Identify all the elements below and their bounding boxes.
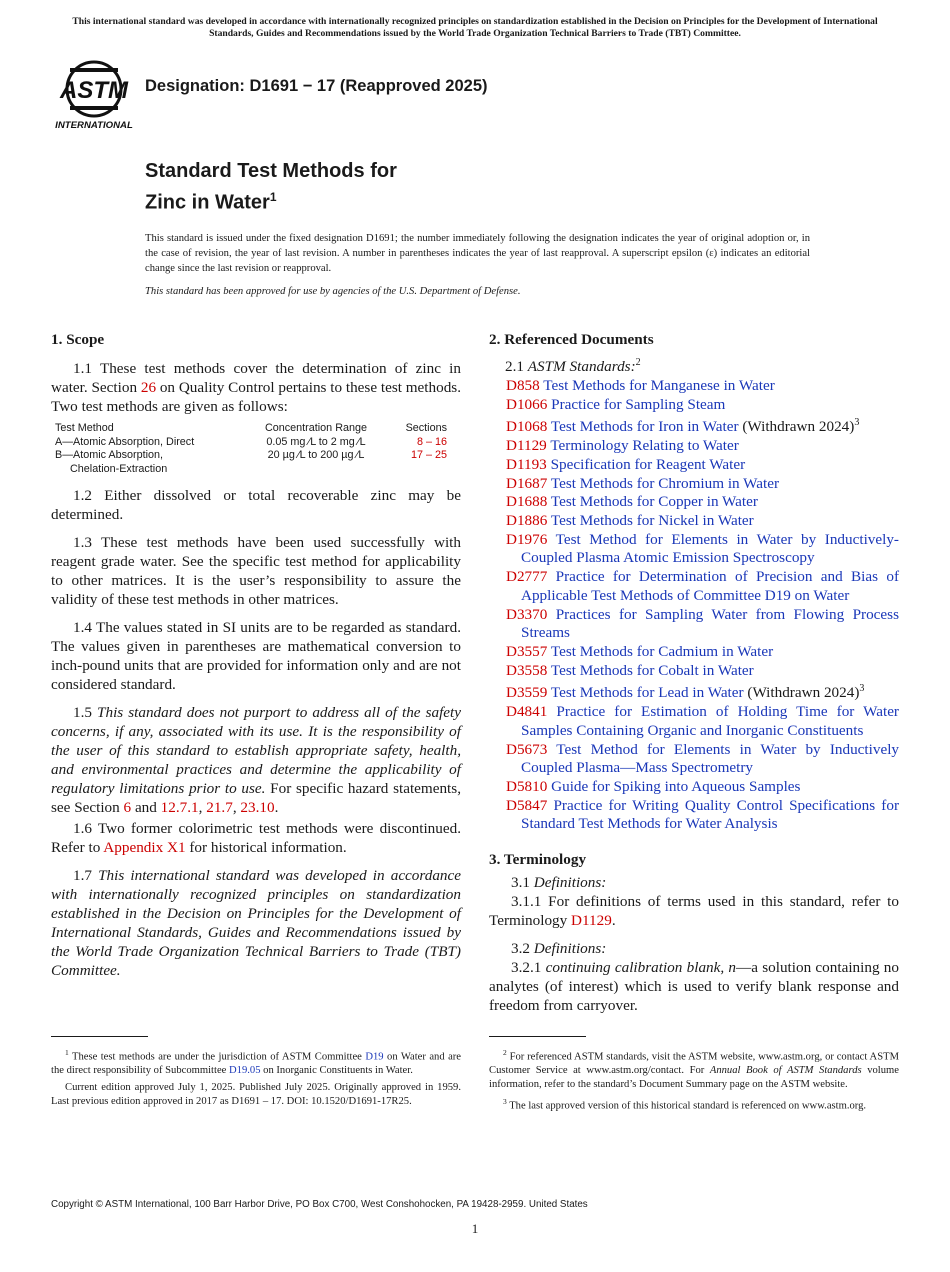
section-23-10-link[interactable]: 23.10 bbox=[240, 799, 275, 816]
reference-title-link[interactable]: Test Methods for Cobalt in Water bbox=[550, 661, 754, 679]
reference-code-link[interactable]: D858 bbox=[506, 377, 540, 395]
reference-title-link[interactable]: Test Methods for Lead in Water bbox=[550, 684, 744, 702]
reference-code-link[interactable]: D3558 bbox=[506, 661, 548, 679]
footnote-1: $^1$ These test methods are under the jurisdiction of ASTM Committee D19 on Water and are the direct responsibility of Subcommittee D19.05 on Inorganic Constituents in Water. bbox=[51, 1048, 461, 1077]
table-cell: 0.05 mg ⁄L to 2 mg ⁄L bbox=[266, 435, 366, 448]
title-line-1: Standard Test Methods for bbox=[145, 160, 397, 182]
reference-title-link[interactable]: Specification for Reagent Water bbox=[550, 455, 746, 473]
reference-code-link[interactable]: D5673 bbox=[506, 740, 548, 758]
para-1-6: 1.6 Two former colorimetric test methods were discontinued. Refer to Appendix X1 for historical information. bbox=[51, 820, 461, 856]
reference-code-link[interactable]: D3559 bbox=[506, 684, 548, 702]
subcommittee-d19-05-link[interactable]: D19.05 bbox=[229, 1065, 261, 1077]
reference-item bbox=[489, 512, 899, 531]
reference-title-link[interactable]: Test Methods for Chromium in Water bbox=[550, 474, 780, 492]
footnotes-left bbox=[51, 1046, 461, 1112]
astm-logo-icon bbox=[54, 56, 134, 132]
table-header: Concentration Range bbox=[264, 422, 368, 434]
para-1-7: 1.7 This international standard was developed in accordance with internationally recognized principles on standardization established in the Decision on Principles for the Development of International Standards, Guides and Recommendations issued by the World Trade Organization Technical Barriers to Trade (TBT) Committee. bbox=[51, 867, 462, 979]
table-row bbox=[51, 436, 461, 450]
reference-withdrawn-note: (Withdrawn 2024) bbox=[743, 684, 860, 702]
section-21-7-link[interactable]: 21.7 bbox=[206, 799, 233, 816]
designation: Designation: D1691 − 17 (Reapproved 2025) bbox=[145, 77, 488, 95]
footnote-rule-left bbox=[51, 1036, 148, 1037]
copyright: Copyright © ASTM International, 100 Barr Harbor Drive, PO Box C700, West Conshohocken, PA 19428-2959. United States bbox=[51, 1199, 588, 1210]
left-column bbox=[51, 330, 461, 989]
footnote-1-edition: Current edition approved July 1, 2025. Published July 2025. Originally approved in 1959. Last previous edition approved in 2017 as D1691 – 17. DOI: 10.1520/D1691-17R25. bbox=[51, 1082, 461, 1107]
reference-code-link[interactable]: D4841 bbox=[506, 703, 548, 721]
reference-title-link[interactable]: Terminology Relating to Water bbox=[550, 437, 739, 455]
reference-title-link[interactable]: Test Method for Elements in Water by Inductively-Coupled Plasma Atomic Emission Spectroscopy bbox=[521, 530, 899, 567]
table-cell: 20 µg ⁄L to 200 µg ⁄L bbox=[267, 449, 365, 461]
sections-8-16-link[interactable]: 8 – 16 bbox=[416, 435, 447, 448]
reference-withdrawn-note: (Withdrawn 2024) bbox=[738, 418, 855, 436]
title-line-2: Zinc in Water$^1$ bbox=[145, 190, 277, 214]
reference-title-link[interactable]: Test Methods for Cadmium in Water bbox=[550, 642, 774, 660]
reference-item bbox=[489, 680, 899, 703]
reference-title-link[interactable]: Test Methods for Manganese in Water bbox=[543, 377, 775, 395]
page-number: 1 bbox=[471, 1221, 479, 1236]
reference-title-link[interactable]: Practice for Determination of Precision and Bias of Applicable Test Methods of Committee D19 on Water bbox=[521, 568, 900, 604]
approved-note: This standard has been approved for use by agencies of the U.S. Department of Defense. bbox=[145, 286, 521, 297]
reference-item bbox=[489, 643, 899, 662]
para-3-2-1: 3.2.1 continuing calibration blank, n—a solution containing no analytes (of interest) which is used to verify blank response and freedom from carryover. bbox=[489, 959, 899, 1015]
footnotes-right bbox=[489, 1046, 899, 1116]
table-row bbox=[51, 449, 461, 476]
issued-note: This standard is issued under the fixed designation D1691; the number immediately following the designation indicates the year of original adoption or, in the case of revision, the year of last revision. A number in parentheses indicates the year of last reapproval. A superscript epsilon (ε) indicates an editorial change since the last revision or reapproval. bbox=[145, 233, 810, 274]
reference-code-link[interactable]: D1129 bbox=[506, 437, 547, 455]
section-12-7-1-link[interactable]: 12.7.1 bbox=[160, 799, 199, 816]
d1129-link[interactable]: D1129 bbox=[571, 912, 612, 930]
para-1-3: 1.3 These test methods have been used successfully with reagent grade water. See the specific test method for applicability to other matrices. It is the user’s responsibility to assure the validity of these test methods in other matrices. bbox=[51, 534, 461, 608]
reference-code-link[interactable]: D3557 bbox=[506, 642, 548, 660]
reference-item bbox=[489, 741, 899, 778]
para-3-1: 3.1 Definitions: bbox=[511, 874, 607, 892]
astm-standards-lead: 2.1 ASTM Standards:$^2$ bbox=[505, 357, 641, 376]
reference-title-link[interactable]: Test Methods for Nickel in Water bbox=[550, 512, 754, 530]
scope-heading: 1. Scope bbox=[51, 331, 105, 348]
section-6-link[interactable]: 6 bbox=[123, 799, 132, 816]
reference-item bbox=[489, 662, 899, 681]
terminology-heading: 3. Terminology bbox=[489, 851, 587, 869]
reference-code-link[interactable]: D1976 bbox=[506, 530, 548, 548]
reference-list bbox=[489, 377, 899, 834]
reference-item bbox=[489, 606, 899, 643]
page-title bbox=[145, 158, 397, 216]
reference-item bbox=[489, 778, 899, 797]
reference-code-link[interactable]: D2777 bbox=[506, 568, 548, 586]
para-1-2: 1.2 Either dissolved or total recoverable zinc may be determined. bbox=[51, 487, 461, 523]
astm-logo bbox=[54, 56, 134, 132]
reference-code-link[interactable]: D1066 bbox=[506, 395, 548, 413]
reference-code-link[interactable]: D1193 bbox=[506, 455, 547, 473]
reference-code-link[interactable]: D1687 bbox=[506, 474, 548, 492]
logo-subtext: INTERNATIONAL bbox=[55, 120, 133, 131]
reference-code-link[interactable]: D5847 bbox=[506, 796, 548, 814]
para-1-4: 1.4 The values stated in SI units are to be regarded as standard. The values given in parentheses are mathematical conversion to inch-pound units that are provided for information only and are not considered standard. bbox=[51, 619, 461, 693]
committee-d19-link[interactable]: D19 bbox=[365, 1051, 384, 1063]
table-cell: A—Atomic Absorption, Direct bbox=[55, 435, 195, 448]
reference-item bbox=[489, 703, 899, 740]
reference-item bbox=[489, 797, 899, 834]
appendix-x1-link[interactable]: Appendix X1 bbox=[103, 839, 186, 856]
reference-item bbox=[489, 396, 899, 415]
referenced-documents-heading: 2. Referenced Documents bbox=[489, 331, 654, 348]
reference-title-link[interactable]: Practice for Estimation of Holding Time for Water Samples Containing Organic and Inorganic Constituents bbox=[521, 703, 899, 739]
reference-title-link[interactable]: Practice for Writing Quality Control Specifications for Standard Test Methods for Water Analysis bbox=[521, 796, 899, 833]
logo-text: ASTM bbox=[60, 77, 128, 104]
footnote-2-mark[interactable]: 2 bbox=[635, 357, 641, 368]
para-1-1: 1.1 These test methods cover the determination of zinc in water. Section 26 on Quality Control pertains to these test methods. Two test methods are given as follows: bbox=[51, 360, 462, 415]
reference-item bbox=[489, 377, 899, 396]
reference-item bbox=[489, 568, 899, 605]
para-3-1-1: 3.1.1 For definitions of terms used in this standard, refer to Terminology D1129. bbox=[489, 893, 899, 930]
reference-item bbox=[489, 414, 899, 437]
sections-17-25-link[interactable]: 17 – 25 bbox=[410, 449, 447, 461]
reference-title-link[interactable]: Guide for Spiking into Aqueous Samples bbox=[551, 777, 801, 795]
reference-title-link[interactable]: Test Methods for Iron in Water bbox=[550, 418, 739, 436]
table-header-row bbox=[51, 422, 461, 436]
reference-title-link[interactable]: Test Methods for Copper in Water bbox=[550, 493, 758, 511]
para-3-2: 3.2 Definitions: bbox=[511, 940, 607, 958]
reference-code-link[interactable]: D5810 bbox=[506, 777, 548, 795]
reference-code-link[interactable]: D1886 bbox=[506, 512, 548, 530]
footnote-rule-right bbox=[489, 1036, 586, 1037]
reference-title-link[interactable]: Test Method for Elements in Water by Inductively Coupled Plasma—Mass Spectrometry bbox=[521, 740, 900, 777]
top-notice: This international standard was developed in accordance with internationally recognized principles on standardization established in the Decision on Principles for the Development of International Standards, Guides and Recommendations issued by the World Trade Organization Technical Barriers to Trade (TBT) Committee. bbox=[72, 16, 878, 39]
footnote-3-mark[interactable]: 3 bbox=[854, 417, 860, 429]
footnote-3-mark[interactable]: 3 bbox=[859, 683, 865, 695]
reference-title-link[interactable]: Practices for Sampling Water from Flowing Process Streams bbox=[521, 605, 899, 642]
reference-item bbox=[489, 531, 899, 568]
table-header: Sections bbox=[405, 422, 447, 434]
test-method-table bbox=[51, 422, 461, 476]
reference-code-link[interactable]: D1068 bbox=[506, 418, 548, 436]
reference-title-link[interactable]: Practice for Sampling Steam bbox=[551, 395, 726, 413]
reference-code-link[interactable]: D3370 bbox=[506, 605, 548, 623]
table-cell: B—Atomic Absorption, Chelation-Extraction bbox=[55, 449, 168, 475]
reference-code-link[interactable]: D1688 bbox=[506, 493, 548, 511]
reference-item bbox=[489, 475, 899, 494]
title-footnote-mark[interactable]: 1 bbox=[269, 190, 277, 204]
table-header: Test Method bbox=[55, 422, 114, 434]
reference-item bbox=[489, 493, 899, 512]
footnote-2: $^2$ For referenced ASTM standards, visit the ASTM website, www.astm.org, or contact ASTM Customer Service at www.astm.org/contact. For Annual Book of ASTM Standards volume information, refer to the standard’s Document Summary page on the ASTM website. bbox=[489, 1048, 899, 1091]
right-column bbox=[489, 330, 899, 1015]
reference-item bbox=[489, 437, 899, 456]
para-1-5: 1.5 This standard does not purport to address all of the safety concerns, if any, associated with its use. It is the responsibility of the user of this standard to establish appropriate safety, health, and environmental practices and determine the applicability of regulatory limitations prior to use. For specific hazard statements, see Section 6 and 12.7.1, 21.7, 23.10. bbox=[51, 704, 462, 816]
section-26-link[interactable]: 26 bbox=[140, 379, 157, 396]
footnote-3: $^3$ The last approved version of this historical standard is referenced on www.astm.org. bbox=[503, 1096, 867, 1112]
reference-item bbox=[489, 456, 899, 475]
